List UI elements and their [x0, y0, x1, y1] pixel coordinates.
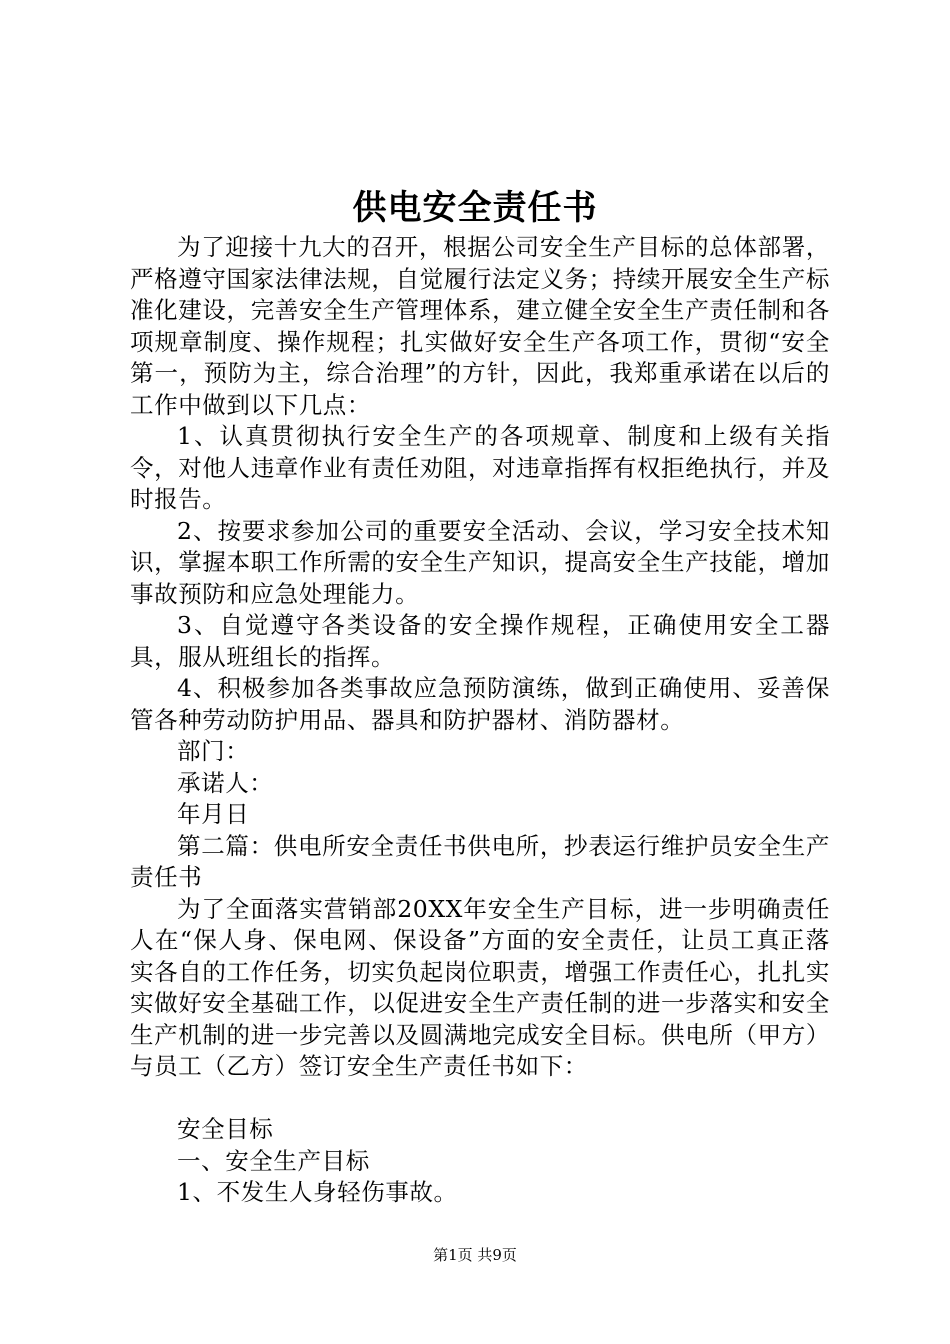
safety-goal-heading: 安全目标	[177, 1115, 274, 1143]
safety-production-goal-heading: 一、安全生产目标	[177, 1146, 370, 1175]
document-title: 供电安全责任书	[352, 188, 598, 228]
section-two-heading: 第二篇：供电所安全责任书供电所，抄表运行维护员安全生产责任书	[130, 831, 830, 891]
page-number-footer: 第1页 共9页	[433, 1246, 517, 1264]
intro-paragraph: 为了迎接十九大的召开，根据公司安全生产目标的总体部署，严格遵守国家法律法规，自觉履行法定义务；持续开展安全生产标准化建设，完善安全生产管理体系，建立健全安全生产责任制和各项规章制度、操作规程；扎实做好安全生产各项工作，贯彻“安全第一，预防为主，综合治理”的方针，因此，我郑重承诺在以后的工作中做到以下几点：	[130, 233, 830, 419]
section-two-intro: 为了全面落实营销部20XX年安全生产目标，进一步明确责任人在“保人身、保电网、保设备”方面的安全责任，让员工真正落实各自的工作任务，切实负起岗位职责，增强工作责任心，扎扎实实做好安全基础工作，以促进安全生产责任制的进一步落实和安全生产机制的进一步完善以及圆满地完成安全目标。供电所（甲方）与员工（乙方）签订安全生产责任书如下：	[130, 894, 830, 1080]
document-body	[130, 232, 830, 1209]
blank-line	[130, 1083, 830, 1115]
goal-item-1: 1、不发生人身轻伤事故。	[177, 1178, 458, 1206]
commitment-item-4: 4、积极参加各类事故应急预防演练，做到正确使用、妥善保管各种劳动防护用品、器具和防护器材、消防器材。	[130, 674, 830, 734]
department-line: 部门：	[177, 737, 250, 765]
promisor-line: 承诺人：	[177, 768, 274, 797]
date-line: 年月日	[177, 800, 250, 828]
commitment-item-1: 1、认真贯彻执行安全生产的各项规章、制度和上级有关指令，对他人违章作业有责任劝阻，对违章指挥有权拒绝执行，并及时报告。	[130, 422, 830, 513]
commitment-item-2: 2、按要求参加公司的重要安全活动、会议，学习安全技术知识，掌握本职工作所需的安全生产知识，提高安全生产技能，增加事故预防和应急处理能力。	[130, 516, 830, 608]
commitment-item-3: 3、自觉遵守各类设备的安全操作规程，正确使用安全工器具，服从班组长的指挥。	[130, 611, 830, 671]
